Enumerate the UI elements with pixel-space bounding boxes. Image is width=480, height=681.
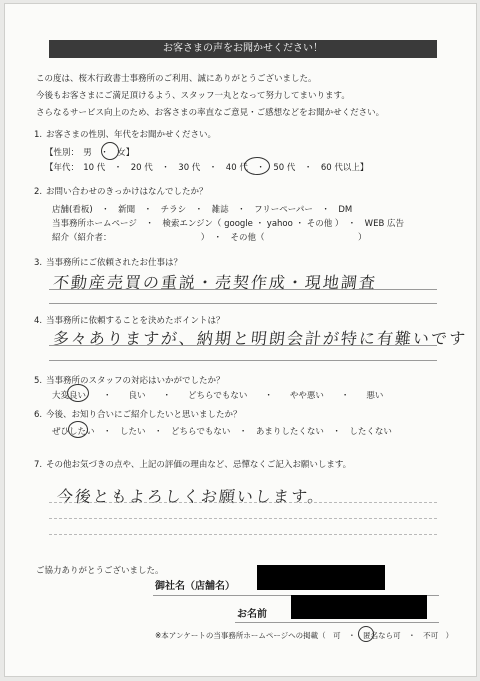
selected-age-circle — [244, 157, 270, 175]
answer-4-line-1 — [49, 345, 437, 346]
source-row-1: 店舗(看板) ・ 新聞 ・ チラシ ・ 雑誌 ・ フリーペーパー ・ DM — [52, 205, 353, 215]
source-row-3: 紹介（紹介者： ） ・ その他（ ） — [52, 233, 367, 243]
question-4-title: 当事務所に依頼することを決めたポイントは？ — [46, 316, 225, 326]
answer-7-line-1 — [49, 502, 437, 503]
name-label: お名前 — [237, 609, 267, 620]
intro-line-1: この度は、桜木行政書士事務所のご利用、誠にありがとうございました。 — [36, 74, 317, 84]
intro-line-3: さらなるサービス向上のため、お客さまの率直なご意見・ご感想などをお聞かせください。 — [36, 108, 385, 118]
selected-gender-circle — [101, 142, 119, 160]
question-3-title: 当事務所にご依頼されたお仕事は？ — [46, 258, 183, 268]
question-6-title: 今後、お知り合いにご紹介したいと思いましたか？ — [46, 410, 242, 420]
survey-sheet — [4, 3, 477, 677]
question-2-title: お問い合わせのきっかけはなんでしたか？ — [46, 187, 208, 197]
question-3: 3. 当事務所にご依頼されたお仕事は？ — [34, 258, 183, 268]
gender-row: 【性別： 男 ・ 女】 — [45, 148, 135, 158]
age-row: 【年代： 10 代 ・ 20 代 ・ 30 代 ・ 40 代 ・ 50 代 ・ 60 代以上】 — [45, 163, 369, 173]
answer-4-line-2 — [49, 360, 437, 361]
answer-7-line-2 — [49, 518, 437, 519]
answer-3-handwriting: 不動産売買の重説・売契作成・現地調査 — [51, 273, 378, 292]
question-7-title: その他お気づきの点や、上記の評価の理由など、忌憚なくご記入お願いします。 — [46, 460, 352, 470]
referral-options: ぜひしたい ・ したい ・ どちらでもない ・ あまりしたくない ・ したくない — [52, 427, 392, 437]
answer-4-handwriting: 多々ありますが、納期と明朗会計が特に有難いです — [51, 329, 468, 348]
source-row-2: 当事務所ホームページ ・ 検索エンジン（ google ・ yahoo ・ その他 ） ・ WEB 広告 — [52, 219, 404, 229]
question-5: 5. 当事務所のスタッフの対応はいかがでしたか？ — [34, 376, 225, 386]
selected-referral-circle — [68, 421, 88, 438]
selected-consent-circle — [358, 626, 374, 642]
company-label: 御社名（店舗名） — [155, 581, 235, 592]
publication-consent-note: ※本アンケートの当事務所ホームページへの掲載（ 可 ・ 匿名なら可 ・ 不可 ） — [155, 631, 454, 640]
intro-line-2: 今後もお客さまにご満足頂けるよう、スタッフ一丸となって努力してまいります。 — [36, 91, 350, 101]
staff-rating-options: 大変良い ・ 良い ・ どちらでもない ・ やや悪い ・ 悪い — [52, 391, 384, 401]
question-7: 7. その他お気づきの点や、上記の評価の理由など、忌憚なくご記入お願いします。 — [34, 460, 352, 470]
survey-title: お客さまの声をお聞かせください！ — [49, 40, 437, 58]
answer-7-handwriting: 今後ともよろしくお願いします。 — [55, 487, 327, 506]
question-2: 2. お問い合わせのきっかけはなんでしたか？ — [34, 187, 208, 197]
answer-3-line-1 — [49, 289, 437, 290]
closing-text: ご協力ありがとうございました。 — [36, 566, 164, 576]
redacted-company-name — [257, 565, 385, 590]
question-1-title: お客さまの性別、年代をお聞かせください。 — [46, 130, 217, 140]
question-6: 6. 今後、お知り合いにご紹介したいと思いましたか？ — [34, 410, 242, 420]
name-underline — [235, 622, 439, 623]
question-5-title: 当事務所のスタッフの対応はいかがでしたか？ — [46, 376, 225, 386]
intro-text — [36, 71, 384, 122]
redacted-person-name — [291, 595, 427, 619]
question-1: 1. お客さまの性別、年代をお聞かせください。 — [34, 130, 217, 140]
question-4: 4. 当事務所に依頼することを決めたポイントは？ — [34, 316, 225, 326]
selected-staff-rating-circle — [67, 384, 89, 402]
answer-3-line-2 — [49, 303, 437, 304]
answer-7-line-3 — [49, 534, 437, 535]
